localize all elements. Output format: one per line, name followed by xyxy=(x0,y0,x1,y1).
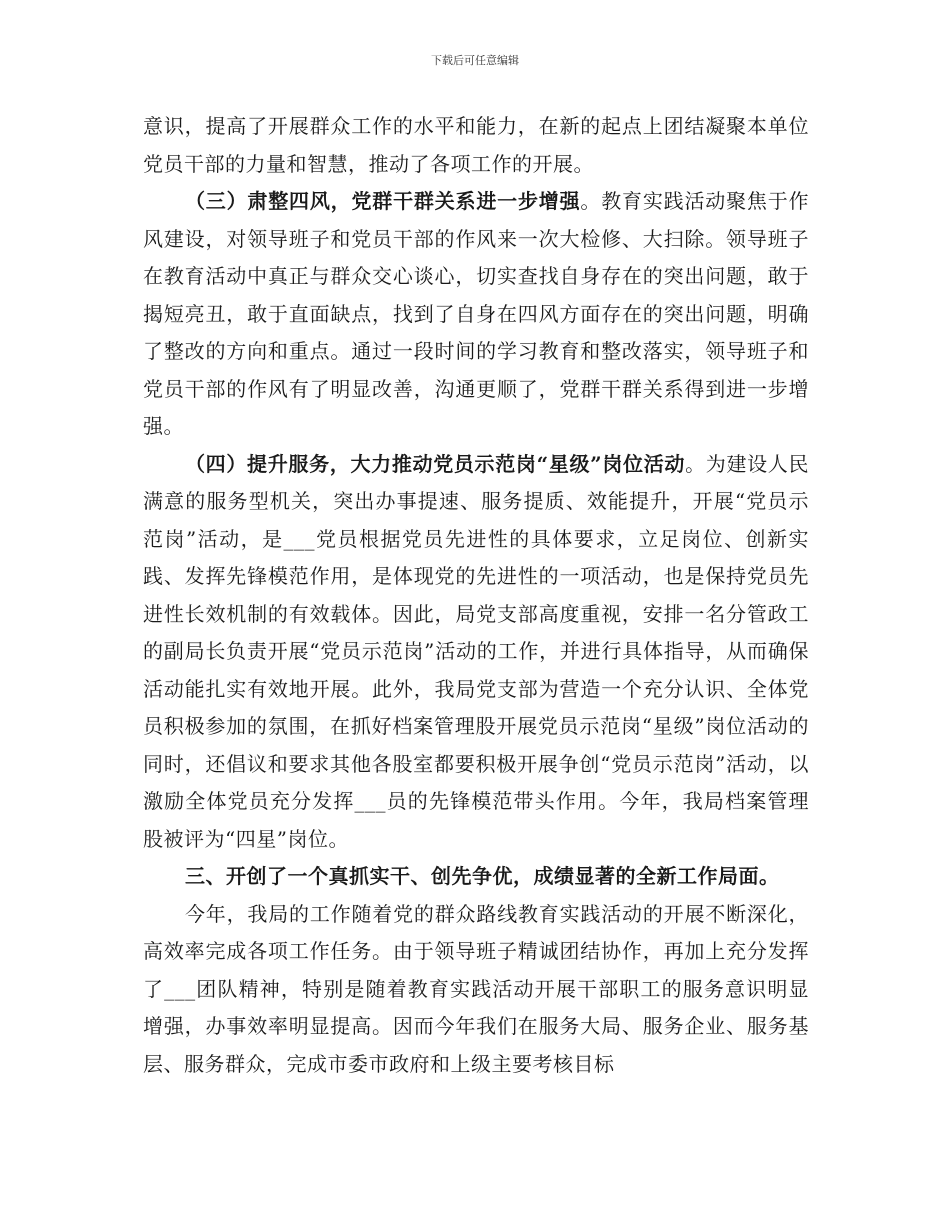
paragraph-chapter-heading xyxy=(143,858,809,896)
header-note: 下载后可任意编辑 xyxy=(431,54,519,67)
chapter-heading: 三、开创了一个真抓实干、创先争优，成绩显著的全新工作局面。 xyxy=(185,864,780,888)
paragraph-continuation xyxy=(143,108,809,183)
section-heading: （三）肃整四风，党群干群关系进一步增强 xyxy=(185,189,581,213)
paragraph-section-3 xyxy=(143,183,809,446)
section-heading: （四）提升服务，大力推动党员示范岗“星级”岗位活动 xyxy=(185,451,686,476)
paragraph-section-4 xyxy=(143,446,809,859)
paragraph-text: 今年，我局的工作随着党的群众路线教育实践活动的开展不断深化，高效率完成各项工作任务。由于领导班子精诚团结协作，再加上充分发挥了___团队精神，特别是随着教育实践活动开展干部职工的服务意识明显增强，办事效率明显提高。因而今年我们在服务大局、服务企业、服务基层、服务群众，完成市委市政府和上级主要考核目标 xyxy=(143,901,809,1076)
document-body xyxy=(143,108,809,1083)
paragraph-text: 意识，提高了开展群众工作的水平和能力，在新的起点上团结凝聚本单位党员干部的力量和智慧，推动了各项工作的开展。 xyxy=(143,114,809,176)
paragraph-text: 。教育实践活动聚焦于作风建设，对领导班子和党员干部的作风来一次大检修、大扫除。领导班子在教育活动中真正与群众交心谈心，切实查找自身存在的突出问题，敢于揭短亮丑，敢于直面缺点，找到了自身在四风方面存在的突出问题，明确了整改的方向和重点。通过一段时间的学习教育和整改落实，领导班子和党员干部的作风有了明显改善，沟通更顺了，党群干群关系得到进一步增强。 xyxy=(143,189,810,438)
paragraph-text: 。为建设人民满意的服务型机关，突出办事提速、服务提质、效能提升，开展“党员示范岗”活动，是___党员根据党员先进性的具体要求，立足岗位、创新实践、发挥先锋模范作用，是体现党的先进性的一项活动，也是保持党员先进性长效机制的有效载体。因此，局党支部高度重视，安排一名分管政工的副局长负责开展“党员示范岗”活动的工作，并进行具体指导，从而确保活动能扎实有效地开展。此外，我局党支部为营造一个充分认识、全体党员积极参加的氛围，在抓好档案管理股开展党员示范岗“星级”岗位活动的同时，还倡议和要求其他各股室都要积极开展争创“党员示范岗”活动，以激励全体党员充分发挥___员的先锋模范带头作用。今年，我局档案管理股被评为“四星”岗位。 xyxy=(143,451,809,851)
paragraph-chapter-body xyxy=(143,896,809,1084)
